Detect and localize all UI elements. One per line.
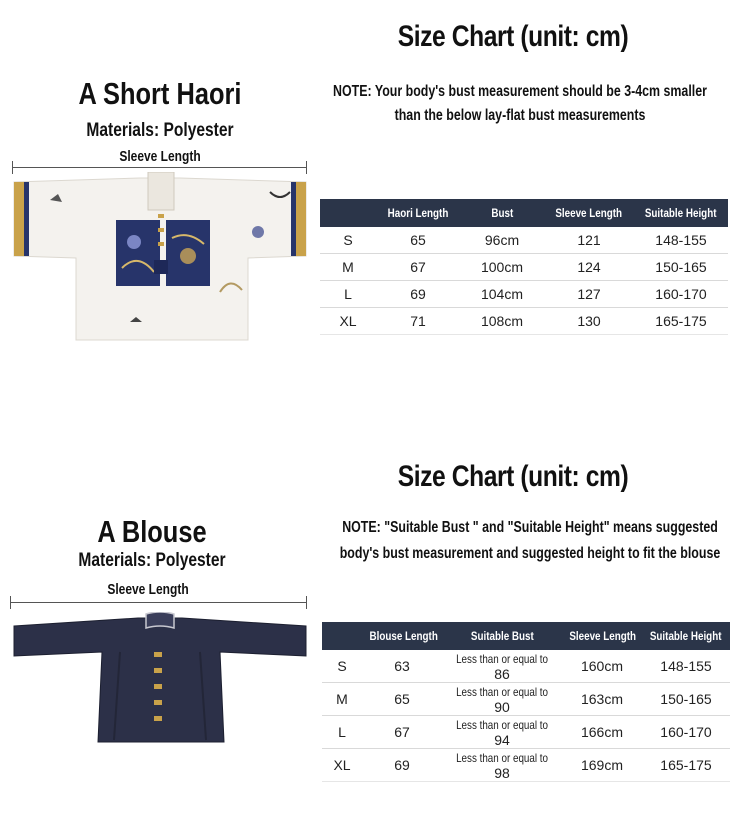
blouse-sleeve-measure-line [10, 602, 307, 603]
haori-size-chart-title: Size Chart (unit: cm) [397, 20, 629, 53]
length-cell: 67 [362, 716, 442, 749]
haori-table-header [320, 199, 728, 227]
bust-cell: 96cm [460, 227, 544, 254]
height-cell: 160-170 [634, 281, 728, 308]
haori-header-length: Haori Length [376, 199, 460, 227]
blouse-garment-image [10, 612, 310, 748]
haori-sleeve-length-label: Sleeve Length [119, 148, 201, 165]
table-row [320, 281, 728, 308]
length-cell: 71 [376, 308, 460, 335]
height-cell: 165-175 [634, 308, 728, 335]
haori-header-size [320, 199, 376, 227]
length-cell: 63 [362, 650, 442, 683]
sleeve-cell: 160cm [562, 650, 642, 683]
table-row [322, 683, 730, 716]
table-row [322, 749, 730, 782]
height-cell: 148-155 [642, 650, 730, 683]
sleeve-cell: 121 [544, 227, 634, 254]
size-cell: S [320, 227, 376, 254]
blouse-size-table [322, 622, 730, 782]
bust-cell: 104cm [460, 281, 544, 308]
haori-header-height: Suitable Height [634, 199, 728, 227]
size-cell: M [320, 254, 376, 281]
blouse-header-bust: Suitable Bust [442, 622, 562, 650]
haori-garment-image [10, 172, 312, 350]
bust-cell: Less than or equal to 94 [442, 716, 562, 749]
blouse-note-line-2: body's bust measurement and suggested height to fit the blouse [339, 545, 721, 562]
blouse-header-sleeve: Sleeve Length [562, 622, 642, 650]
blouse-size-chart-title: Size Chart (unit: cm) [397, 460, 629, 493]
blouse-materials: Materials: Polyester [78, 550, 226, 571]
sleeve-cell: 163cm [562, 683, 642, 716]
table-row [322, 650, 730, 683]
haori-header-sleeve: Sleeve Length [544, 199, 634, 227]
bust-cell: Less than or equal to 86 [442, 650, 562, 683]
height-cell: 148-155 [634, 227, 728, 254]
bust-cell: Less than or equal to 90 [442, 683, 562, 716]
size-cell: S [322, 650, 362, 683]
height-cell: 150-165 [642, 683, 730, 716]
table-row [322, 716, 730, 749]
haori-note-line-2: than the below lay-flat bust measurements [394, 107, 646, 124]
length-cell: 69 [376, 281, 460, 308]
length-cell: 67 [376, 254, 460, 281]
size-cell: L [320, 281, 376, 308]
sleeve-cell: 124 [544, 254, 634, 281]
length-cell: 69 [362, 749, 442, 782]
height-cell: 165-175 [642, 749, 730, 782]
length-cell: 65 [362, 683, 442, 716]
height-cell: 150-165 [634, 254, 728, 281]
table-row [320, 254, 728, 281]
height-cell: 160-170 [642, 716, 730, 749]
sleeve-cell: 166cm [562, 716, 642, 749]
size-cell: M [322, 683, 362, 716]
blouse-product-title: A Blouse [97, 514, 207, 549]
haori-note-line-1: NOTE: Your body's bust measurement should be 3-4cm smaller [333, 83, 707, 100]
sleeve-cell: 127 [544, 281, 634, 308]
haori-size-table [320, 199, 728, 335]
bust-cell: 100cm [460, 254, 544, 281]
blouse-table-header [322, 622, 730, 650]
haori-product-title: A Short Haori [78, 76, 242, 111]
sleeve-cell: 169cm [562, 749, 642, 782]
bust-cell: Less than or equal to 98 [442, 749, 562, 782]
blouse-header-height: Suitable Height [642, 622, 730, 650]
blouse-header-length: Blouse Length [362, 622, 442, 650]
size-cell: L [322, 716, 362, 749]
table-row [320, 227, 728, 254]
size-cell: XL [320, 308, 376, 335]
size-cell: XL [322, 749, 362, 782]
blouse-header-size [322, 622, 362, 650]
haori-header-bust: Bust [460, 199, 544, 227]
bust-cell: 108cm [460, 308, 544, 335]
blouse-note-line-1: NOTE: "Suitable Bust " and "Suitable Height" means suggested [342, 519, 718, 536]
haori-materials: Materials: Polyester [86, 120, 234, 141]
haori-sleeve-measure-line [12, 167, 307, 168]
length-cell: 65 [376, 227, 460, 254]
sleeve-cell: 130 [544, 308, 634, 335]
blouse-sleeve-length-label: Sleeve Length [107, 581, 189, 598]
table-row [320, 308, 728, 335]
